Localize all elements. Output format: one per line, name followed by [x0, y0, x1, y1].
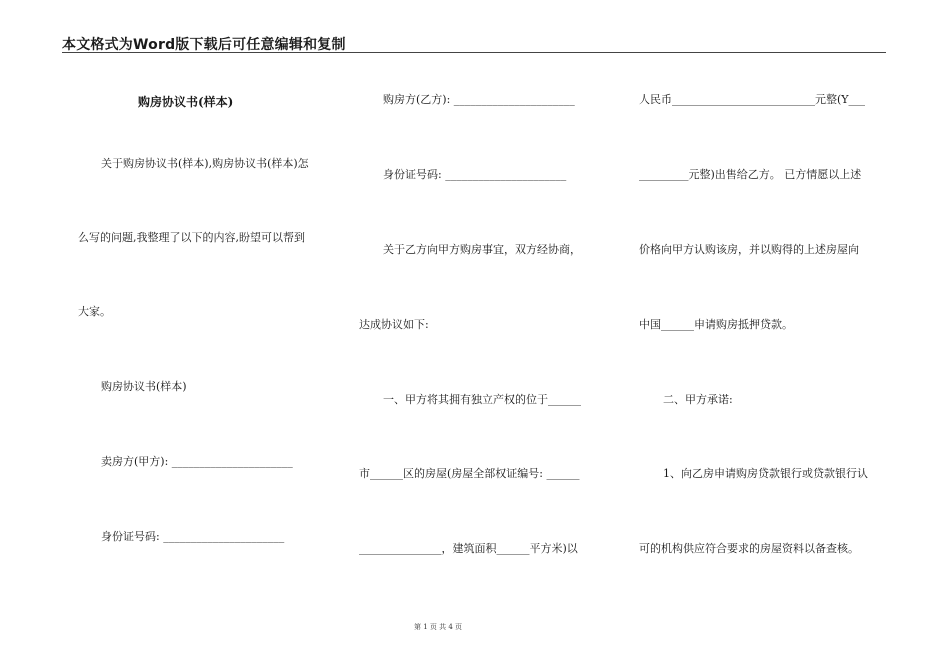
buyer-field: 购房方(乙方): ______________________ — [383, 93, 575, 106]
paragraph-line: 价格向甲方认购该房，并以购得的上述房屋向 — [639, 243, 859, 256]
document-title: 购房协议书(样本) — [138, 95, 234, 109]
clause-line: _______________，建筑面积______平方米)以 — [359, 542, 578, 555]
clause-line: 1、向乙房申请购房贷款银行或贷款银行认 — [663, 467, 868, 480]
buyer-id-field: 身份证号码: ______________________ — [383, 168, 567, 181]
clause-line: 市______区的房屋(房屋全部权证编号: ______ — [359, 467, 580, 480]
clause-line: 一、甲方将其拥有独立产权的位于______ — [383, 393, 581, 406]
price-line: 人民币__________________________元整(Y___ — [639, 93, 866, 106]
header-divider — [62, 52, 886, 53]
paragraph-line: 购房协议书(样本) — [101, 380, 187, 393]
clause-line: 可的机构供应符合要求的房屋资料以备查核。 — [639, 542, 859, 555]
paragraph-line: _________元整)出售给乙方。 已方情愿以上述 — [639, 168, 862, 181]
clause-heading: 二、甲方承诺: — [663, 393, 733, 406]
paragraph-line: 大家。 — [78, 305, 111, 318]
download-banner: 本文格式为Word版下载后可任意编辑和复制 — [62, 37, 346, 53]
page-number: 第 1 页 共 4 页 — [414, 623, 463, 631]
paragraph-line: 中国______申请购房抵押贷款。 — [639, 318, 793, 331]
seller-id-field: 身份证号码: ______________________ — [101, 530, 285, 543]
seller-field: 卖房方(甲方): ______________________ — [101, 455, 293, 468]
paragraph-line: 达成协议如下: — [359, 318, 429, 331]
paragraph-line: 关于购房协议书(样本),购房协议书(样本)怎 — [101, 157, 309, 170]
paragraph-line: 么写的问题,我整理了以下的内容,盼望可以帮到 — [78, 231, 305, 244]
paragraph-line: 关于乙方向甲方购房事宜，双方经协商， — [383, 243, 581, 256]
